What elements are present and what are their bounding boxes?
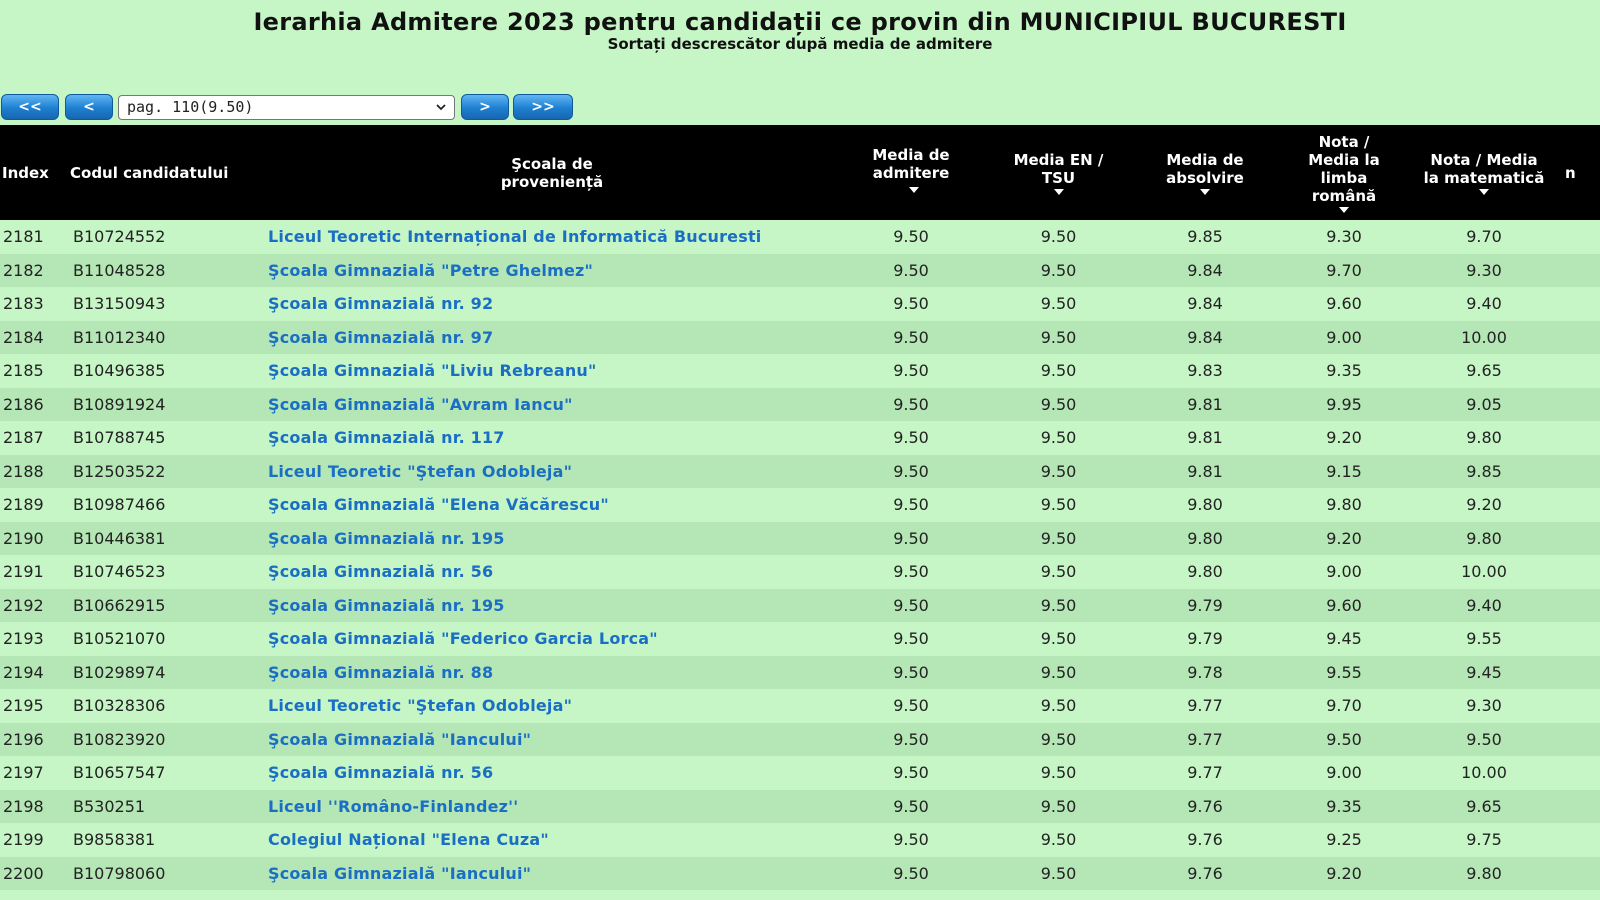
cell-nota-romana: 9.50 bbox=[1326, 729, 1362, 749]
cell-overflow bbox=[1559, 723, 1600, 757]
page-title: Ierarhia Admitere 2023 pentru candidații ce provin din MUNICIPIUL BUCURESTI bbox=[253, 8, 1347, 36]
sort-arrow-icon bbox=[1200, 189, 1210, 195]
cell-school bbox=[268, 421, 836, 455]
cell-nota-matematica: 9.20 bbox=[1466, 495, 1502, 515]
cell-index: 2184 bbox=[3, 327, 44, 347]
school-link[interactable]: Liceul Teoretic "Ştefan Odobleja" bbox=[268, 696, 573, 716]
cell-media-absolvire: 9.79 bbox=[1187, 595, 1223, 615]
cell-school bbox=[268, 589, 836, 623]
cell-media-en: 9.50 bbox=[1040, 327, 1077, 347]
cell-index: 2191 bbox=[3, 562, 44, 582]
cell-candidate-code: B10724552 bbox=[73, 227, 166, 247]
cell-media-en: 9.50 bbox=[1040, 629, 1077, 649]
cell-media-absolvire: 9.77 bbox=[1187, 729, 1223, 749]
cell-nota-romana: 9.60 bbox=[1326, 595, 1362, 615]
table-row bbox=[0, 254, 1600, 288]
cell-media-admitere: 9.50 bbox=[893, 763, 929, 783]
column-header-candidate-code[interactable]: Codul candidatului bbox=[68, 125, 268, 220]
school-link[interactable]: Şcoala Gimnazială nr. 88 bbox=[268, 662, 494, 682]
cell-school bbox=[268, 388, 836, 422]
cell-school bbox=[268, 455, 836, 489]
table-row bbox=[0, 455, 1600, 489]
table-row bbox=[0, 354, 1600, 388]
cell-media-en: 9.50 bbox=[1040, 528, 1077, 548]
table-row bbox=[0, 790, 1600, 824]
cell-index: 2183 bbox=[3, 294, 44, 314]
cell-media-admitere: 9.50 bbox=[893, 629, 929, 649]
table-row bbox=[0, 723, 1600, 757]
cell-media-admitere: 9.50 bbox=[893, 294, 929, 314]
cell-school bbox=[268, 488, 836, 522]
cell-index: 2187 bbox=[3, 428, 44, 448]
cell-media-absolvire: 9.77 bbox=[1187, 696, 1223, 716]
cell-media-admitere: 9.50 bbox=[893, 796, 929, 816]
pagination-bar bbox=[1, 94, 573, 120]
cell-media-absolvire: 9.80 bbox=[1187, 528, 1223, 548]
cell-nota-matematica: 9.70 bbox=[1466, 227, 1502, 247]
school-link[interactable]: Şcoala Gimnazială "Liviu Rebreanu" bbox=[268, 361, 597, 381]
cell-media-admitere: 9.50 bbox=[893, 461, 929, 481]
cell-media-admitere: 9.50 bbox=[893, 662, 929, 682]
cell-media-absolvire: 9.79 bbox=[1187, 629, 1223, 649]
school-link[interactable]: Şcoala Gimnazială "Petre Ghelmez" bbox=[268, 260, 594, 280]
column-header-media-en[interactable] bbox=[986, 125, 1131, 220]
cell-overflow bbox=[1559, 756, 1600, 790]
cell-candidate-code: B10823920 bbox=[73, 729, 166, 749]
cell-media-en: 9.50 bbox=[1040, 595, 1077, 615]
cell-overflow bbox=[1559, 220, 1600, 254]
cell-media-admitere: 9.50 bbox=[893, 428, 929, 448]
cell-media-en: 9.50 bbox=[1040, 227, 1077, 247]
sort-arrow-icon bbox=[1479, 189, 1489, 195]
page-subtitle: Sortați descrescător după media de admitere bbox=[607, 35, 993, 53]
first-page-button[interactable]: << bbox=[1, 94, 59, 120]
cell-school bbox=[268, 823, 836, 857]
cell-media-admitere: 9.50 bbox=[893, 227, 929, 247]
cell-media-absolvire: 9.76 bbox=[1187, 830, 1223, 850]
table-row bbox=[0, 656, 1600, 690]
cell-nota-romana: 9.70 bbox=[1326, 260, 1362, 280]
cell-index: 2182 bbox=[3, 260, 44, 280]
last-page-button[interactable]: >> bbox=[513, 94, 573, 120]
table-row bbox=[0, 756, 1600, 790]
school-link[interactable]: Şcoala Gimnazială nr. 117 bbox=[268, 428, 505, 448]
cell-index: 2185 bbox=[3, 361, 44, 381]
school-link[interactable]: Şcoala Gimnazială "Iancului" bbox=[268, 863, 532, 883]
cell-media-admitere: 9.50 bbox=[893, 260, 929, 280]
table-row bbox=[0, 857, 1600, 891]
cell-media-admitere: 9.50 bbox=[893, 595, 929, 615]
school-link[interactable]: Şcoala Gimnazială "Elena Văcărescu" bbox=[268, 495, 609, 515]
cell-candidate-code: B10657547 bbox=[73, 763, 166, 783]
cell-school bbox=[268, 254, 836, 288]
cell-candidate-code: B11012340 bbox=[73, 327, 166, 347]
cell-overflow bbox=[1559, 522, 1600, 556]
school-link[interactable]: Şcoala Gimnazială nr. 97 bbox=[268, 327, 494, 347]
cell-nota-romana: 9.25 bbox=[1326, 830, 1362, 850]
cell-index: 2186 bbox=[3, 394, 44, 414]
cell-nota-romana: 9.00 bbox=[1326, 327, 1362, 347]
cell-media-en: 9.50 bbox=[1040, 394, 1077, 414]
cell-media-absolvire: 9.84 bbox=[1187, 327, 1223, 347]
cell-school bbox=[268, 321, 836, 355]
cell-media-en: 9.50 bbox=[1040, 763, 1077, 783]
cell-media-en: 9.50 bbox=[1040, 562, 1077, 582]
column-header-index[interactable]: Index bbox=[0, 125, 68, 220]
cell-media-admitere: 9.50 bbox=[893, 696, 929, 716]
cell-nota-romana: 9.60 bbox=[1326, 294, 1362, 314]
cell-candidate-code: B9858381 bbox=[73, 830, 156, 850]
column-header-media-admitere[interactable] bbox=[836, 125, 986, 220]
cell-media-admitere: 9.50 bbox=[893, 361, 929, 381]
cell-nota-matematica: 10.00 bbox=[1461, 763, 1507, 783]
cell-candidate-code: B10446381 bbox=[73, 528, 166, 548]
previous-page-button[interactable]: < bbox=[65, 94, 113, 120]
table-row bbox=[0, 321, 1600, 355]
cell-overflow bbox=[1559, 455, 1600, 489]
cell-index: 2188 bbox=[3, 461, 44, 481]
cell-media-en: 9.50 bbox=[1040, 796, 1077, 816]
cell-media-admitere: 9.50 bbox=[893, 830, 929, 850]
cell-index: 2193 bbox=[3, 629, 44, 649]
cell-overflow bbox=[1559, 321, 1600, 355]
sort-arrow-icon bbox=[1339, 207, 1349, 213]
cell-school bbox=[268, 756, 836, 790]
cell-media-absolvire: 9.77 bbox=[1187, 763, 1223, 783]
cell-overflow bbox=[1559, 790, 1600, 824]
cell-nota-matematica: 9.55 bbox=[1466, 629, 1502, 649]
chevron-down-icon bbox=[436, 102, 446, 112]
cell-media-absolvire: 9.81 bbox=[1187, 461, 1223, 481]
cell-nota-romana: 9.30 bbox=[1326, 227, 1362, 247]
cell-media-en: 9.50 bbox=[1040, 863, 1077, 883]
cell-nota-matematica: 9.80 bbox=[1466, 863, 1502, 883]
cell-nota-romana: 9.80 bbox=[1326, 495, 1362, 515]
table-row bbox=[0, 488, 1600, 522]
cell-nota-matematica: 9.40 bbox=[1466, 595, 1502, 615]
cell-media-absolvire: 9.84 bbox=[1187, 294, 1223, 314]
cell-media-absolvire: 9.83 bbox=[1187, 361, 1223, 381]
table-row bbox=[0, 823, 1600, 857]
cell-media-en: 9.50 bbox=[1040, 461, 1077, 481]
cell-nota-matematica: 9.30 bbox=[1466, 696, 1502, 716]
school-link[interactable]: Şcoala Gimnazială "Iancului" bbox=[268, 729, 532, 749]
cell-overflow bbox=[1559, 589, 1600, 623]
cell-nota-matematica: 9.80 bbox=[1466, 428, 1502, 448]
column-header-nota-romana[interactable] bbox=[1279, 125, 1409, 220]
cell-nota-romana: 9.15 bbox=[1326, 461, 1362, 481]
cell-index: 2194 bbox=[3, 662, 44, 682]
cell-nota-matematica: 9.75 bbox=[1466, 830, 1502, 850]
table-row bbox=[0, 421, 1600, 455]
page-select-dropdown[interactable] bbox=[118, 95, 455, 120]
school-link[interactable]: Şcoala Gimnazială nr. 56 bbox=[268, 763, 494, 783]
cell-nota-romana: 9.20 bbox=[1326, 863, 1362, 883]
cell-candidate-code: B10891924 bbox=[73, 394, 166, 414]
cell-school bbox=[268, 857, 836, 891]
cell-media-en: 9.50 bbox=[1040, 361, 1077, 381]
table-row bbox=[0, 220, 1600, 254]
cell-nota-romana: 9.00 bbox=[1326, 763, 1362, 783]
school-link[interactable]: Şcoala Gimnazială nr. 195 bbox=[268, 595, 505, 615]
column-header-school-label: Şcoala de proveniență bbox=[500, 154, 604, 191]
cell-media-en: 9.50 bbox=[1040, 294, 1077, 314]
cell-candidate-code: B10798060 bbox=[73, 863, 166, 883]
cell-nota-matematica: 9.80 bbox=[1466, 528, 1502, 548]
cell-media-absolvire: 9.81 bbox=[1187, 394, 1223, 414]
cell-media-admitere: 9.50 bbox=[893, 863, 929, 883]
cell-overflow bbox=[1559, 421, 1600, 455]
column-header-media-admitere-label: Media de admitere bbox=[872, 145, 950, 182]
school-link[interactable]: Şcoala Gimnazială nr. 92 bbox=[268, 294, 494, 314]
cell-overflow bbox=[1559, 388, 1600, 422]
cell-index: 2189 bbox=[3, 495, 44, 515]
cell-index: 2199 bbox=[3, 830, 44, 850]
cell-nota-matematica: 9.65 bbox=[1466, 361, 1502, 381]
cell-media-absolvire: 9.81 bbox=[1187, 428, 1223, 448]
cell-media-en: 9.50 bbox=[1040, 830, 1077, 850]
cell-candidate-code: B10328306 bbox=[73, 696, 166, 716]
school-link[interactable]: Liceul Teoretic Internațional de Informatică Bucuresti bbox=[268, 227, 762, 247]
cell-nota-romana: 9.45 bbox=[1326, 629, 1362, 649]
cell-media-en: 9.50 bbox=[1040, 729, 1077, 749]
cell-nota-matematica: 9.05 bbox=[1466, 394, 1502, 414]
cell-media-en: 9.50 bbox=[1040, 662, 1077, 682]
table-row bbox=[0, 555, 1600, 589]
cell-nota-romana: 9.70 bbox=[1326, 696, 1362, 716]
cell-media-admitere: 9.50 bbox=[893, 528, 929, 548]
cell-overflow bbox=[1559, 354, 1600, 388]
school-link[interactable]: Şcoala Gimnazială nr. 195 bbox=[268, 528, 505, 548]
cell-media-absolvire: 9.80 bbox=[1187, 495, 1223, 515]
cell-index: 2192 bbox=[3, 595, 44, 615]
cell-candidate-code: B10746523 bbox=[73, 562, 166, 582]
school-link[interactable]: Liceul Teoretic "Ştefan Odobleja" bbox=[268, 461, 573, 481]
cell-nota-matematica: 9.85 bbox=[1466, 461, 1502, 481]
cell-media-absolvire: 9.78 bbox=[1187, 662, 1223, 682]
cell-overflow bbox=[1559, 555, 1600, 589]
cell-candidate-code: B12503522 bbox=[73, 461, 166, 481]
cell-overflow bbox=[1559, 656, 1600, 690]
next-page-button[interactable]: > bbox=[461, 94, 509, 120]
cell-nota-romana: 9.00 bbox=[1326, 562, 1362, 582]
cell-overflow bbox=[1559, 823, 1600, 857]
cell-index: 2197 bbox=[3, 763, 44, 783]
table-row bbox=[0, 287, 1600, 321]
cell-candidate-code: B10496385 bbox=[73, 361, 166, 381]
column-header-nota-matematica[interactable] bbox=[1409, 125, 1559, 220]
cell-media-en: 9.50 bbox=[1040, 260, 1077, 280]
cell-overflow bbox=[1559, 622, 1600, 656]
cell-school bbox=[268, 723, 836, 757]
cell-index: 2198 bbox=[3, 796, 44, 816]
cell-media-absolvire: 9.76 bbox=[1187, 863, 1223, 883]
cell-nota-matematica: 9.65 bbox=[1466, 796, 1502, 816]
cell-nota-romana: 9.55 bbox=[1326, 662, 1362, 682]
cell-media-admitere: 9.50 bbox=[893, 327, 929, 347]
page-select-value: pag. 110(9.50) bbox=[127, 98, 254, 116]
cell-school bbox=[268, 689, 836, 723]
school-link[interactable]: Colegiul Național "Elena Cuza" bbox=[268, 830, 549, 850]
cell-index: 2196 bbox=[3, 729, 44, 749]
cell-media-en: 9.50 bbox=[1040, 428, 1077, 448]
school-link[interactable]: Liceul ''Româno-Finlandez'' bbox=[268, 796, 519, 816]
column-header-next[interactable]: n bbox=[1559, 125, 1600, 220]
cell-candidate-code: B11048528 bbox=[73, 260, 166, 280]
cell-school bbox=[268, 354, 836, 388]
cell-candidate-code: B10521070 bbox=[73, 629, 166, 649]
school-link[interactable]: Şcoala Gimnazială "Federico Garcia Lorca" bbox=[268, 629, 658, 649]
table-header-row bbox=[0, 125, 1600, 220]
cell-candidate-code: B530251 bbox=[73, 796, 146, 816]
cell-candidate-code: B10788745 bbox=[73, 428, 166, 448]
cell-candidate-code: B10987466 bbox=[73, 495, 166, 515]
cell-candidate-code: B10298974 bbox=[73, 662, 166, 682]
cell-nota-romana: 9.35 bbox=[1326, 796, 1362, 816]
column-header-school[interactable] bbox=[268, 125, 836, 220]
ranking-table-container bbox=[0, 125, 1600, 900]
cell-overflow bbox=[1559, 287, 1600, 321]
cell-media-absolvire: 9.80 bbox=[1187, 562, 1223, 582]
cell-school bbox=[268, 287, 836, 321]
cell-overflow bbox=[1559, 689, 1600, 723]
cell-nota-romana: 9.20 bbox=[1326, 528, 1362, 548]
cell-overflow bbox=[1559, 857, 1600, 891]
column-header-media-absolvire[interactable] bbox=[1131, 125, 1279, 220]
cell-nota-matematica: 9.40 bbox=[1466, 294, 1502, 314]
cell-nota-matematica: 9.45 bbox=[1466, 662, 1502, 682]
school-link[interactable]: Şcoala Gimnazială nr. 56 bbox=[268, 562, 494, 582]
cell-media-absolvire: 9.76 bbox=[1187, 796, 1223, 816]
cell-school bbox=[268, 656, 836, 690]
cell-candidate-code: B13150943 bbox=[73, 294, 166, 314]
cell-nota-romana: 9.95 bbox=[1326, 394, 1362, 414]
cell-index: 2190 bbox=[3, 528, 44, 548]
table-row bbox=[0, 589, 1600, 623]
table-row bbox=[0, 622, 1600, 656]
cell-candidate-code: B10662915 bbox=[73, 595, 166, 615]
column-header-nota-matematica-label: Nota / Media la matematică bbox=[1423, 150, 1545, 187]
cell-media-admitere: 9.50 bbox=[893, 495, 929, 515]
cell-nota-matematica: 9.30 bbox=[1466, 260, 1502, 280]
cell-school bbox=[268, 220, 836, 254]
cell-media-absolvire: 9.85 bbox=[1187, 227, 1223, 247]
school-link[interactable]: Şcoala Gimnazială "Avram Iancu" bbox=[268, 394, 573, 414]
column-header-nota-romana-label: Nota / Media la limba română bbox=[1308, 132, 1380, 205]
ranking-table bbox=[0, 125, 1600, 890]
cell-index: 2200 bbox=[3, 863, 44, 883]
cell-school bbox=[268, 790, 836, 824]
cell-overflow bbox=[1559, 488, 1600, 522]
cell-school bbox=[268, 622, 836, 656]
cell-school bbox=[268, 555, 836, 589]
sort-arrow-icon bbox=[909, 187, 919, 193]
sort-arrow-icon bbox=[1054, 189, 1064, 195]
cell-nota-matematica: 9.50 bbox=[1466, 729, 1502, 749]
table-row bbox=[0, 388, 1600, 422]
cell-media-admitere: 9.50 bbox=[893, 562, 929, 582]
cell-media-admitere: 9.50 bbox=[893, 394, 929, 414]
column-header-media-en-label: Media EN / TSU bbox=[1013, 150, 1104, 187]
cell-index: 2195 bbox=[3, 696, 44, 716]
cell-media-en: 9.50 bbox=[1040, 696, 1077, 716]
cell-overflow bbox=[1559, 254, 1600, 288]
cell-nota-matematica: 10.00 bbox=[1461, 562, 1507, 582]
table-row bbox=[0, 522, 1600, 556]
cell-nota-matematica: 10.00 bbox=[1461, 327, 1507, 347]
cell-media-absolvire: 9.84 bbox=[1187, 260, 1223, 280]
cell-school bbox=[268, 522, 836, 556]
table-row bbox=[0, 689, 1600, 723]
cell-media-en: 9.50 bbox=[1040, 495, 1077, 515]
column-header-media-absolvire-label: Media de absolvire bbox=[1166, 150, 1244, 187]
cell-media-admitere: 9.50 bbox=[893, 729, 929, 749]
cell-index: 2181 bbox=[3, 227, 44, 247]
cell-nota-romana: 9.35 bbox=[1326, 361, 1362, 381]
cell-nota-romana: 9.20 bbox=[1326, 428, 1362, 448]
